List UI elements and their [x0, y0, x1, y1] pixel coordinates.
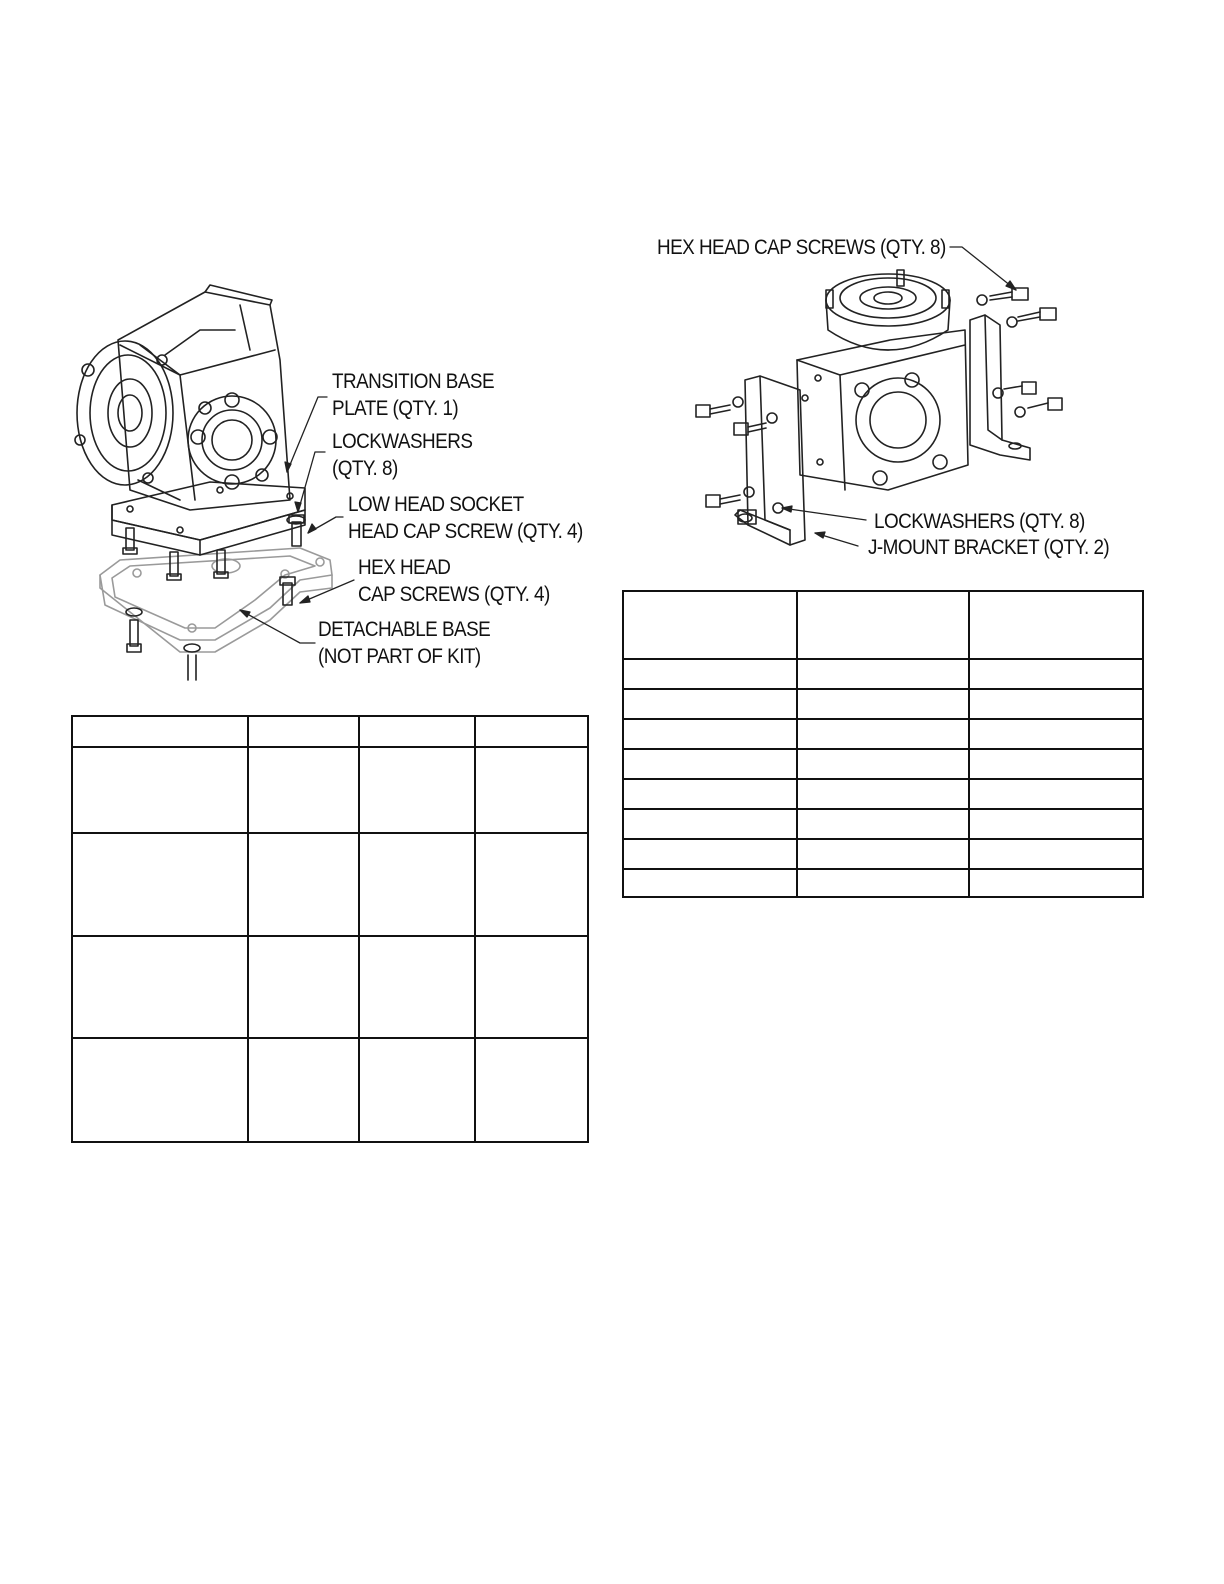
table-row — [72, 716, 588, 747]
table-cell — [623, 869, 797, 897]
table-cell — [969, 689, 1143, 719]
table-cell — [359, 1038, 475, 1142]
table-cell — [969, 779, 1143, 809]
left-assembly-drawing — [75, 285, 332, 680]
table-cell — [72, 1038, 248, 1142]
callout-line: LOW HEAD SOCKET — [348, 493, 524, 516]
table-cell — [797, 591, 969, 659]
table-cell — [797, 689, 969, 719]
table-cell — [797, 839, 969, 869]
table-cell — [969, 591, 1143, 659]
callout-line: DETACHABLE BASE — [318, 618, 491, 641]
callout-line: PLATE (QTY. 1) — [332, 397, 459, 420]
table-cell — [475, 747, 588, 833]
right-j-bracket-drawing — [970, 315, 1030, 460]
right-assembly-drawing — [696, 270, 1062, 545]
table-cell — [623, 591, 797, 659]
table-cell — [969, 839, 1143, 869]
callout-line: LOCKWASHERS — [332, 430, 473, 453]
table-cell — [969, 659, 1143, 689]
callout-line: HEAD CAP SCREW (QTY. 4) — [348, 520, 583, 543]
table-cell — [623, 839, 797, 869]
table-row — [72, 747, 588, 833]
callout-lockwashers-right: LOCKWASHERS (QTY. 8) — [874, 510, 1085, 533]
callout-transition-base-plate — [332, 368, 494, 422]
callout-low-head-socket-screw — [348, 491, 583, 545]
table-row — [72, 833, 588, 936]
table-cell — [969, 749, 1143, 779]
table-cell — [359, 936, 475, 1038]
table-cell — [475, 936, 588, 1038]
left-j-bracket-drawing — [735, 376, 805, 545]
table-cell — [969, 809, 1143, 839]
table-cell — [623, 809, 797, 839]
table-cell — [248, 716, 359, 747]
table-cell — [797, 809, 969, 839]
table-cell — [248, 1038, 359, 1142]
right-leader-lines — [782, 247, 1016, 546]
callout-lockwashers-left — [332, 428, 472, 482]
table-cell — [359, 833, 475, 936]
table-cell — [623, 689, 797, 719]
table-cell — [475, 1038, 588, 1142]
table-cell — [475, 716, 588, 747]
table-cell — [248, 747, 359, 833]
table-cell — [359, 716, 475, 747]
table-row — [72, 1038, 588, 1142]
table-cell — [72, 833, 248, 936]
table-cell — [359, 747, 475, 833]
table-row — [623, 839, 1143, 869]
detachable-base-drawing — [100, 548, 332, 652]
right-housing-drawing — [797, 330, 968, 490]
callout-hex-head-cap-screws-left — [358, 554, 550, 608]
table-row — [623, 779, 1143, 809]
input-flange-drawing — [75, 341, 180, 500]
table-cell — [623, 659, 797, 689]
callout-hex-head-cap-screws-right: HEX HEAD CAP SCREWS (QTY. 8) — [657, 236, 946, 259]
callout-j-mount-bracket: J-MOUNT BRACKET (QTY. 2) — [868, 536, 1110, 559]
callout-detachable-base — [318, 616, 490, 670]
table-row — [623, 689, 1143, 719]
table-cell — [797, 719, 969, 749]
table-cell — [72, 716, 248, 747]
table-row — [623, 869, 1143, 897]
table-cell — [797, 779, 969, 809]
table-cell — [797, 749, 969, 779]
callout-line: TRANSITION BASE — [332, 370, 495, 393]
table-cell — [248, 833, 359, 936]
top-flange-drawing — [826, 270, 950, 350]
table-cell — [623, 719, 797, 749]
table-cell — [797, 869, 969, 897]
callout-line: (NOT PART OF KIT) — [318, 645, 481, 668]
callout-line: HEX HEAD — [358, 556, 451, 579]
table-cell — [72, 747, 248, 833]
table-row — [623, 659, 1143, 689]
callout-line: CAP SCREWS (QTY. 4) — [358, 583, 550, 606]
table-cell — [797, 659, 969, 689]
table-cell — [475, 833, 588, 936]
callout-line: (QTY. 8) — [332, 457, 398, 480]
right-table — [622, 590, 1144, 898]
table-cell — [969, 719, 1143, 749]
left-table — [71, 715, 589, 1143]
table-row — [623, 809, 1143, 839]
table-cell — [623, 749, 797, 779]
table-row — [623, 749, 1143, 779]
table-row — [72, 936, 588, 1038]
table-row — [623, 719, 1143, 749]
table-cell — [623, 779, 797, 809]
table-cell — [969, 869, 1143, 897]
table-row — [623, 591, 1143, 659]
table-cell — [248, 936, 359, 1038]
table-cell — [72, 936, 248, 1038]
screws-under-plate-drawing — [123, 515, 305, 680]
